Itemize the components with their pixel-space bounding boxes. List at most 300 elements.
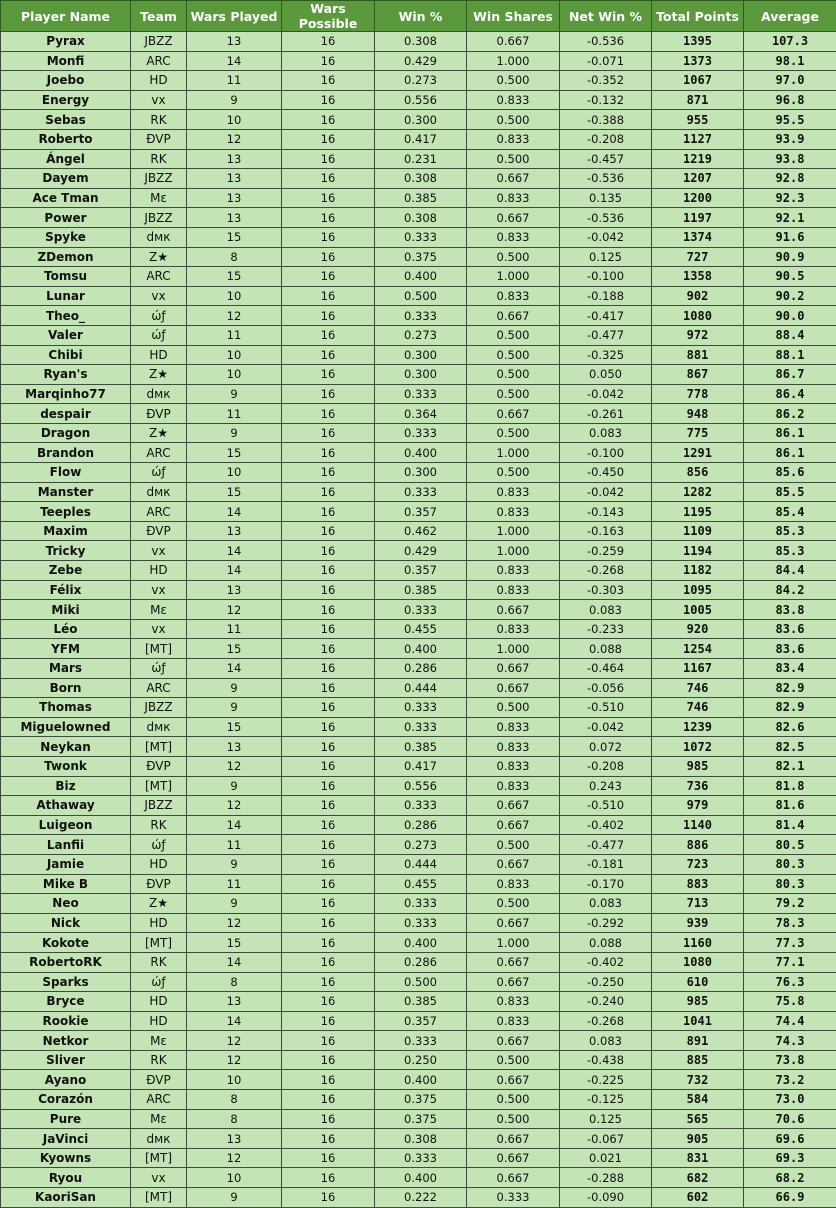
player-name-cell: Sliver [1,1050,131,1070]
total-points-cell: 1291 [652,443,744,463]
win-shares-cell: 0.500 [467,384,560,404]
win-shares-cell: 0.833 [467,90,560,110]
win-shares-cell: 0.833 [467,188,560,208]
total-points-cell: 746 [652,678,744,698]
player-name-cell: despair [1,404,131,424]
wars-possible-cell: 16 [282,1168,375,1188]
team-cell: vx [131,619,187,639]
wars-possible-cell: 16 [282,580,375,600]
header-win-shares[interactable]: Win Shares [467,1,560,32]
win-shares-cell: 0.833 [467,580,560,600]
wars-played-cell: 14 [187,502,282,522]
win-pct-cell: 0.385 [375,737,467,757]
average-cell: 82.5 [744,737,836,757]
win-shares-cell: 1.000 [467,267,560,287]
total-points-cell: 1219 [652,149,744,169]
table-row [1,384,836,404]
table-row [1,247,836,267]
average-cell: 98.1 [744,51,836,71]
player-name-cell: Rookie [1,1011,131,1031]
average-cell: 92.3 [744,188,836,208]
net-win-pct-cell: 0.072 [560,737,652,757]
player-name-cell: Biz [1,776,131,796]
wars-played-cell: 11 [187,835,282,855]
net-win-pct-cell: -0.288 [560,1168,652,1188]
player-name-cell: Netkor [1,1031,131,1051]
average-cell: 80.5 [744,835,836,855]
team-cell: JBZZ [131,208,187,228]
wars-possible-cell: 16 [282,90,375,110]
wars-played-cell: 9 [187,894,282,914]
win-pct-cell: 0.273 [375,325,467,345]
win-shares-cell: 0.667 [467,815,560,835]
wars-played-cell: 9 [187,423,282,443]
wars-possible-cell: 16 [282,854,375,874]
win-shares-cell: 0.500 [467,1109,560,1129]
table-row [1,580,836,600]
win-pct-cell: 0.375 [375,1109,467,1129]
team-cell: RK [131,1050,187,1070]
total-points-cell: 985 [652,756,744,776]
win-shares-cell: 1.000 [467,639,560,659]
win-pct-cell: 0.286 [375,815,467,835]
wars-possible-cell: 16 [282,345,375,365]
win-pct-cell: 0.333 [375,1148,467,1168]
team-cell: ώƒ [131,306,187,326]
table-row [1,149,836,169]
team-cell: Mε [131,1031,187,1051]
wars-played-cell: 13 [187,149,282,169]
player-name-cell: Kokote [1,933,131,953]
player-name-cell: RobertoRK [1,952,131,972]
table-row [1,71,836,91]
header-wars-possible[interactable]: Wars Possible [282,1,375,32]
net-win-pct-cell: -0.188 [560,286,652,306]
player-name-cell: Valer [1,325,131,345]
wars-possible-cell: 16 [282,737,375,757]
average-cell: 82.6 [744,717,836,737]
win-shares-cell: 1.000 [467,541,560,561]
player-name-cell: Dragon [1,423,131,443]
net-win-pct-cell: -0.261 [560,404,652,424]
table-row [1,1168,836,1188]
wars-possible-cell: 16 [282,619,375,639]
average-cell: 80.3 [744,874,836,894]
win-pct-cell: 0.333 [375,796,467,816]
wars-possible-cell: 16 [282,267,375,287]
net-win-pct-cell: -0.464 [560,659,652,679]
win-pct-cell: 0.333 [375,717,467,737]
net-win-pct-cell: 0.083 [560,423,652,443]
net-win-pct-cell: -0.417 [560,306,652,326]
net-win-pct-cell: -0.536 [560,169,652,189]
wars-played-cell: 9 [187,698,282,718]
table-row [1,952,836,972]
table-row [1,717,836,737]
win-shares-cell: 0.833 [467,502,560,522]
average-cell: 78.3 [744,913,836,933]
average-cell: 77.3 [744,933,836,953]
average-cell: 86.1 [744,423,836,443]
wars-possible-cell: 16 [282,51,375,71]
win-pct-cell: 0.273 [375,835,467,855]
win-pct-cell: 0.417 [375,129,467,149]
total-points-cell: 1358 [652,267,744,287]
table-row [1,306,836,326]
header-total-points[interactable]: Total Points [652,1,744,32]
wars-possible-cell: 16 [282,541,375,561]
total-points-cell: 1195 [652,502,744,522]
win-pct-cell: 0.400 [375,1168,467,1188]
total-points-cell: 891 [652,1031,744,1051]
net-win-pct-cell: 0.050 [560,365,652,385]
header-average[interactable]: Average [744,1,836,32]
average-cell: 85.6 [744,463,836,483]
net-win-pct-cell: -0.163 [560,521,652,541]
total-points-cell: 886 [652,835,744,855]
header-net-win-pct[interactable]: Net Win % [560,1,652,32]
wars-played-cell: 10 [187,365,282,385]
net-win-pct-cell: 0.083 [560,894,652,914]
wars-played-cell: 9 [187,384,282,404]
table-row [1,913,836,933]
net-win-pct-cell: -0.438 [560,1050,652,1070]
wars-possible-cell: 16 [282,698,375,718]
team-cell: ώƒ [131,463,187,483]
net-win-pct-cell: -0.536 [560,32,652,52]
player-name-cell: Tricky [1,541,131,561]
team-cell: dмк [131,384,187,404]
player-name-cell: Nick [1,913,131,933]
wars-played-cell: 12 [187,796,282,816]
average-cell: 73.0 [744,1090,836,1110]
team-cell: vx [131,286,187,306]
team-cell: HD [131,345,187,365]
total-points-cell: 1005 [652,600,744,620]
win-shares-cell: 0.667 [467,1070,560,1090]
average-cell: 93.9 [744,129,836,149]
win-shares-cell: 0.833 [467,874,560,894]
total-points-cell: 584 [652,1090,744,1110]
win-shares-cell: 0.500 [467,1090,560,1110]
wars-possible-cell: 16 [282,913,375,933]
wars-possible-cell: 16 [282,188,375,208]
win-shares-cell: 0.667 [467,952,560,972]
table-row [1,267,836,287]
win-shares-cell: 0.833 [467,992,560,1012]
win-shares-cell: 0.500 [467,463,560,483]
player-name-cell: Spyke [1,227,131,247]
table-row [1,1090,836,1110]
team-cell: ώƒ [131,972,187,992]
wars-possible-cell: 16 [282,659,375,679]
total-points-cell: 948 [652,404,744,424]
wars-possible-cell: 16 [282,521,375,541]
table-body [1,32,836,1208]
total-points-cell: 1160 [652,933,744,953]
win-pct-cell: 0.308 [375,1129,467,1149]
win-shares-cell: 0.833 [467,1011,560,1031]
net-win-pct-cell: 0.125 [560,247,652,267]
table-row [1,933,836,953]
total-points-cell: 610 [652,972,744,992]
average-cell: 107.3 [744,32,836,52]
total-points-cell: 881 [652,345,744,365]
win-pct-cell: 0.400 [375,443,467,463]
player-name-cell: KaoriSan [1,1188,131,1208]
player-name-cell: Brandon [1,443,131,463]
wars-played-cell: 14 [187,1011,282,1031]
total-points-cell: 972 [652,325,744,345]
net-win-pct-cell: -0.510 [560,796,652,816]
wars-possible-cell: 16 [282,149,375,169]
net-win-pct-cell: -0.240 [560,992,652,1012]
net-win-pct-cell: -0.181 [560,854,652,874]
team-cell: ARC [131,502,187,522]
total-points-cell: 1109 [652,521,744,541]
wars-possible-cell: 16 [282,404,375,424]
wars-played-cell: 15 [187,933,282,953]
team-cell: RK [131,110,187,130]
win-pct-cell: 0.385 [375,188,467,208]
net-win-pct-cell: -0.170 [560,874,652,894]
net-win-pct-cell: -0.090 [560,1188,652,1208]
total-points-cell: 1207 [652,169,744,189]
average-cell: 83.4 [744,659,836,679]
net-win-pct-cell: -0.042 [560,227,652,247]
total-points-cell: 1282 [652,482,744,502]
average-cell: 85.3 [744,521,836,541]
win-pct-cell: 0.333 [375,913,467,933]
team-cell: [MT] [131,776,187,796]
win-pct-cell: 0.375 [375,247,467,267]
win-shares-cell: 0.667 [467,1148,560,1168]
team-cell: dмк [131,1129,187,1149]
team-cell: dмк [131,717,187,737]
wars-possible-cell: 16 [282,129,375,149]
win-shares-cell: 0.667 [467,306,560,326]
wars-played-cell: 13 [187,521,282,541]
table-row [1,992,836,1012]
table-row [1,1011,836,1031]
team-cell: [MT] [131,737,187,757]
wars-played-cell: 15 [187,267,282,287]
total-points-cell: 1374 [652,227,744,247]
wars-played-cell: 12 [187,129,282,149]
player-name-cell: Lanfii [1,835,131,855]
win-pct-cell: 0.444 [375,854,467,874]
total-points-cell: 736 [652,776,744,796]
wars-played-cell: 9 [187,854,282,874]
win-pct-cell: 0.556 [375,776,467,796]
win-pct-cell: 0.500 [375,972,467,992]
player-name-cell: Luigeon [1,815,131,835]
player-name-cell: Manster [1,482,131,502]
wars-possible-cell: 16 [282,1148,375,1168]
total-points-cell: 1041 [652,1011,744,1031]
average-cell: 69.3 [744,1148,836,1168]
average-cell: 77.1 [744,952,836,972]
average-cell: 86.4 [744,384,836,404]
average-cell: 79.2 [744,894,836,914]
wars-possible-cell: 16 [282,561,375,581]
team-cell: ĐVP [131,521,187,541]
player-name-cell: Bryce [1,992,131,1012]
table-row [1,32,836,52]
average-cell: 92.1 [744,208,836,228]
win-shares-cell: 1.000 [467,443,560,463]
average-cell: 84.2 [744,580,836,600]
win-shares-cell: 0.833 [467,717,560,737]
header-win-pct[interactable]: Win % [375,1,467,32]
team-cell: JBZZ [131,698,187,718]
team-cell: vx [131,1168,187,1188]
win-shares-cell: 0.667 [467,1031,560,1051]
average-cell: 84.4 [744,561,836,581]
wars-possible-cell: 16 [282,502,375,522]
total-points-cell: 985 [652,992,744,1012]
win-shares-cell: 0.500 [467,365,560,385]
player-name-cell: Miki [1,600,131,620]
wars-played-cell: 14 [187,561,282,581]
net-win-pct-cell: -0.100 [560,443,652,463]
player-name-cell: Maxim [1,521,131,541]
win-pct-cell: 0.286 [375,952,467,972]
wars-possible-cell: 16 [282,325,375,345]
wars-possible-cell: 16 [282,600,375,620]
net-win-pct-cell: -0.208 [560,129,652,149]
table-row [1,90,836,110]
player-name-cell: Mars [1,659,131,679]
wars-played-cell: 10 [187,286,282,306]
total-points-cell: 1140 [652,815,744,835]
wars-possible-cell: 16 [282,169,375,189]
total-points-cell: 867 [652,365,744,385]
wars-possible-cell: 16 [282,874,375,894]
player-name-cell: Joebo [1,71,131,91]
player-name-cell: Flow [1,463,131,483]
team-cell: vx [131,541,187,561]
wars-played-cell: 14 [187,659,282,679]
table-row [1,894,836,914]
net-win-pct-cell: -0.402 [560,815,652,835]
win-shares-cell: 0.667 [467,32,560,52]
wars-played-cell: 14 [187,51,282,71]
win-pct-cell: 0.429 [375,51,467,71]
win-pct-cell: 0.286 [375,659,467,679]
wars-played-cell: 11 [187,71,282,91]
win-shares-cell: 0.667 [467,1168,560,1188]
win-pct-cell: 0.429 [375,541,467,561]
win-pct-cell: 0.400 [375,267,467,287]
net-win-pct-cell: 0.243 [560,776,652,796]
player-name-cell: YFM [1,639,131,659]
wars-played-cell: 8 [187,1090,282,1110]
player-name-cell: Félix [1,580,131,600]
net-win-pct-cell: -0.477 [560,835,652,855]
win-pct-cell: 0.385 [375,992,467,1012]
header-player-name[interactable]: Player Name [1,1,131,32]
wars-possible-cell: 16 [282,208,375,228]
total-points-cell: 955 [652,110,744,130]
wars-played-cell: 15 [187,443,282,463]
wars-possible-cell: 16 [282,286,375,306]
table-row [1,365,836,385]
net-win-pct-cell: -0.457 [560,149,652,169]
win-pct-cell: 0.500 [375,286,467,306]
table-row [1,854,836,874]
team-cell: HD [131,71,187,91]
win-pct-cell: 0.455 [375,619,467,639]
win-pct-cell: 0.333 [375,600,467,620]
player-name-cell: Ángel [1,149,131,169]
win-shares-cell: 0.500 [467,423,560,443]
total-points-cell: 682 [652,1168,744,1188]
player-name-cell: Zebe [1,561,131,581]
win-pct-cell: 0.556 [375,90,467,110]
average-cell: 85.4 [744,502,836,522]
table-row [1,1050,836,1070]
wars-possible-cell: 16 [282,815,375,835]
wars-possible-cell: 16 [282,972,375,992]
header-team[interactable]: Team [131,1,187,32]
team-cell: RK [131,952,187,972]
wars-possible-cell: 16 [282,992,375,1012]
wars-possible-cell: 16 [282,1129,375,1149]
win-pct-cell: 0.333 [375,894,467,914]
wars-possible-cell: 16 [282,1050,375,1070]
wars-played-cell: 15 [187,717,282,737]
wars-played-cell: 10 [187,1168,282,1188]
total-points-cell: 775 [652,423,744,443]
total-points-cell: 565 [652,1109,744,1129]
average-cell: 66.9 [744,1188,836,1208]
wars-possible-cell: 16 [282,110,375,130]
total-points-cell: 1395 [652,32,744,52]
win-pct-cell: 0.308 [375,208,467,228]
total-points-cell: 1080 [652,306,744,326]
player-name-cell: Twonk [1,756,131,776]
wars-played-cell: 12 [187,913,282,933]
wars-played-cell: 10 [187,345,282,365]
net-win-pct-cell: 0.125 [560,1109,652,1129]
average-cell: 68.2 [744,1168,836,1188]
player-name-cell: Born [1,678,131,698]
net-win-pct-cell: 0.083 [560,1031,652,1051]
total-points-cell: 1067 [652,71,744,91]
team-cell: HD [131,854,187,874]
player-name-cell: Tomsu [1,267,131,287]
win-pct-cell: 0.357 [375,561,467,581]
average-cell: 83.6 [744,619,836,639]
wars-possible-cell: 16 [282,32,375,52]
total-points-cell: 1239 [652,717,744,737]
table-row [1,51,836,71]
team-cell: ARC [131,1090,187,1110]
player-name-cell: JaVinci [1,1129,131,1149]
win-pct-cell: 0.333 [375,698,467,718]
team-cell: [MT] [131,1148,187,1168]
wars-played-cell: 12 [187,306,282,326]
team-cell: Z★ [131,423,187,443]
wars-possible-cell: 16 [282,227,375,247]
net-win-pct-cell: -0.325 [560,345,652,365]
wars-played-cell: 9 [187,90,282,110]
header-wars-played[interactable]: Wars Played [187,1,282,32]
win-shares-cell: 0.667 [467,1129,560,1149]
net-win-pct-cell: -0.125 [560,1090,652,1110]
win-shares-cell: 0.500 [467,325,560,345]
